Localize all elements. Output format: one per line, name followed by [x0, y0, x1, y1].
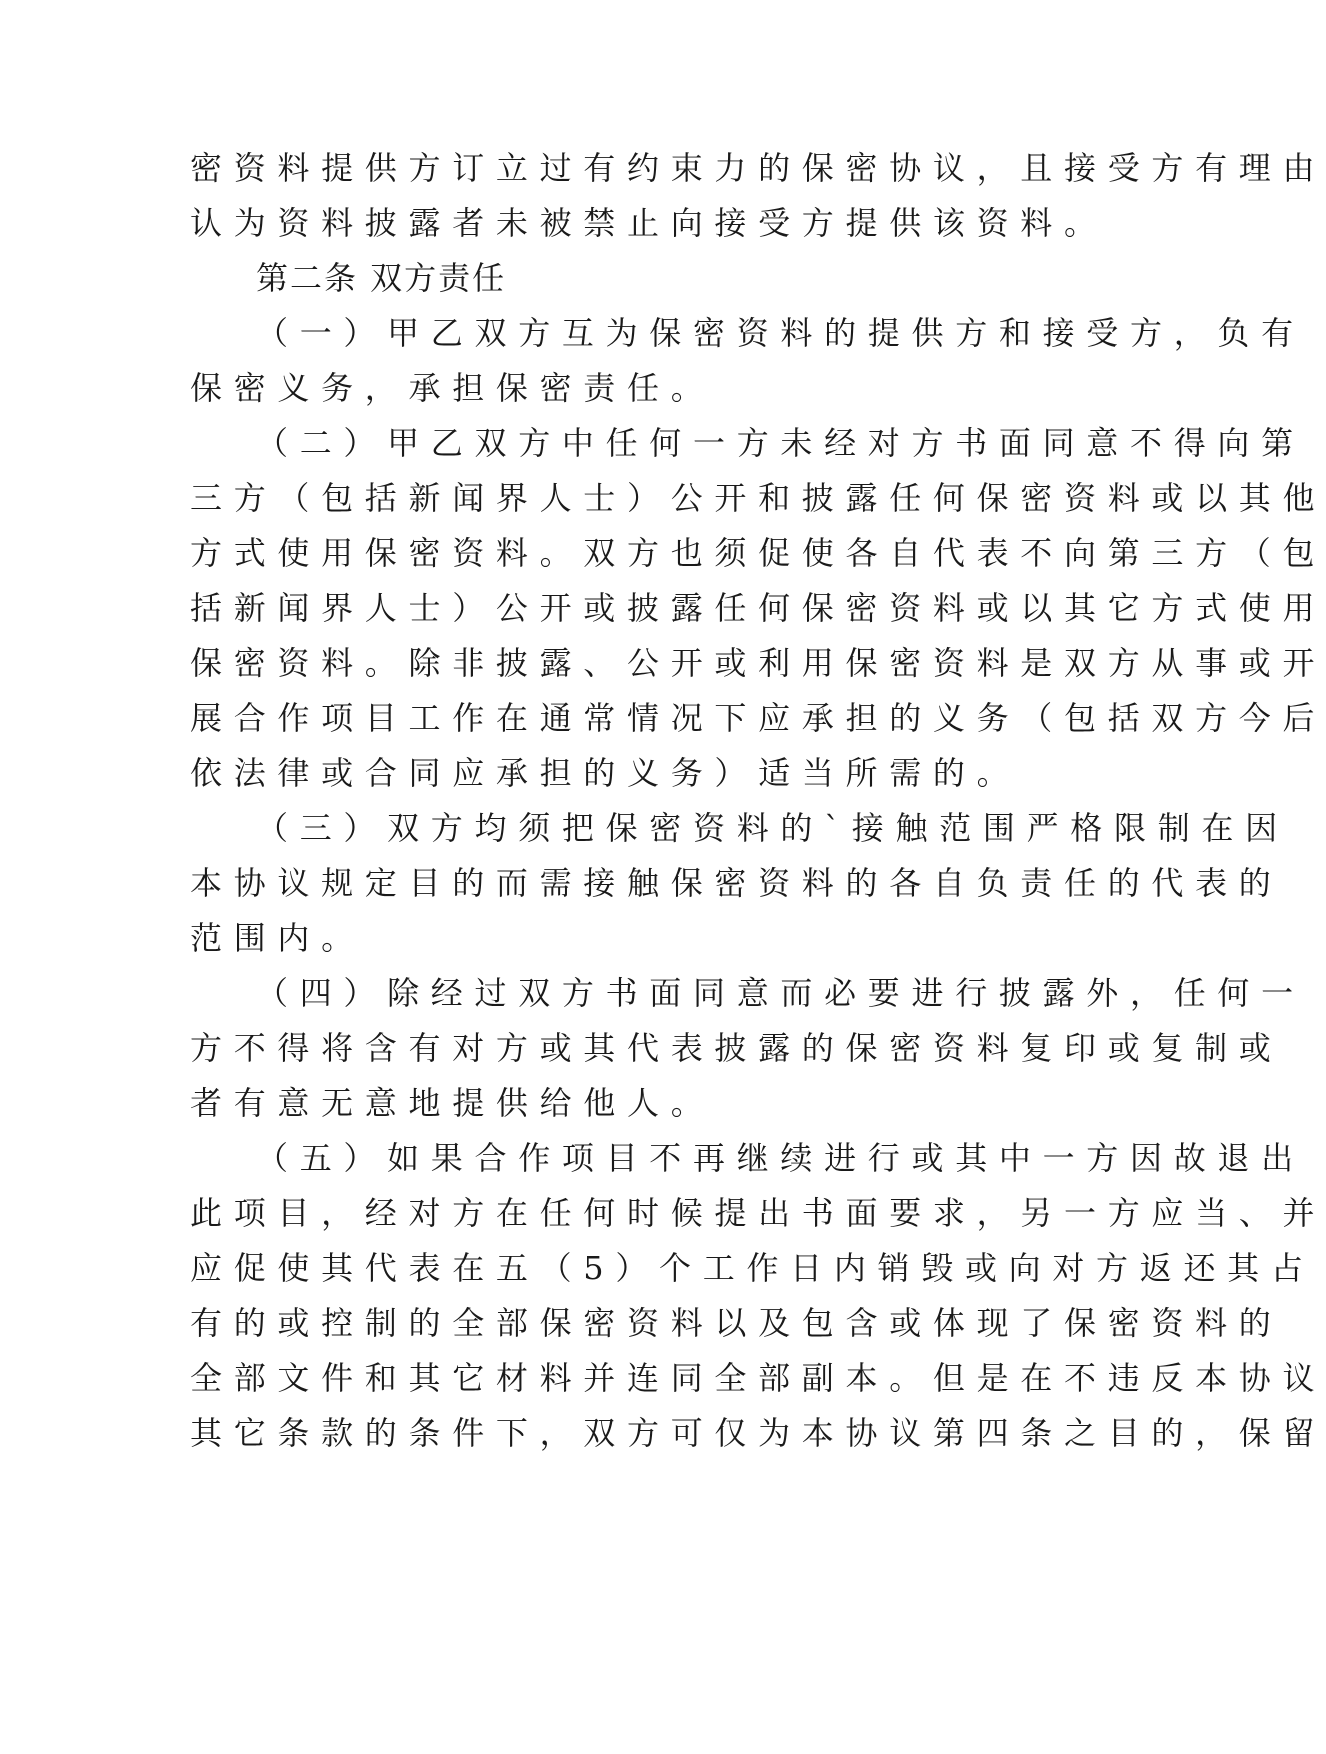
text-line: 展合作项目工作在通常情况下应承担的义务（包括双方今后	[190, 699, 1326, 737]
text-line: 其它条款的条件下，双方可仅为本协议第四条之目的，保留	[190, 1414, 1326, 1452]
text-line: （一）甲乙双方互为保密资料的提供方和接受方，负有	[256, 314, 1305, 352]
text-line: 方不得将含有对方或其代表披露的保密资料复印或复制或	[190, 1029, 1283, 1067]
text-line: 全部文件和其它材料并连同全部副本。但是在不违反本协议	[190, 1359, 1326, 1397]
text-line: 范围内。	[190, 919, 365, 957]
text-line: 括新闻界人士）公开或披露任何保密资料或以其它方式使用	[190, 589, 1326, 627]
text-line: （三）双方均须把保密资料的`接触范围严格限制在因	[256, 809, 1289, 847]
text-line: （五）如果合作项目不再继续进行或其中一方因故退出	[256, 1139, 1305, 1177]
text-line: 三方（包括新闻界人士）公开和披露任何保密资料或以其他	[190, 479, 1326, 517]
text-line: 方式使用保密资料。双方也须促使各自代表不向第三方（包	[190, 534, 1326, 572]
text-line: 保密资料。除非披露、公开或利用保密资料是双方从事或开	[190, 644, 1326, 682]
text-line: 应促使其代表在五（5）个工作日内销毁或向对方返还其占	[190, 1249, 1315, 1287]
text-line: 此项目，经对方在任何时候提出书面要求，另一方应当、并	[190, 1194, 1326, 1232]
text-line: （二）甲乙双方中任何一方未经对方书面同意不得向第	[256, 424, 1305, 462]
text-line: 保密义务，承担保密责任。	[190, 369, 715, 407]
text-line: （四）除经过双方书面同意而必要进行披露外，任何一	[256, 974, 1305, 1012]
text-line: 依法律或合同应承担的义务）适当所需的。	[190, 754, 1021, 792]
section-heading: 第二条 双方责任	[256, 259, 507, 297]
text-line: 本协议规定目的而需接触保密资料的各自负责任的代表的	[190, 864, 1283, 902]
text-line: 认为资料披露者未被禁止向接受方提供该资料。	[190, 204, 1108, 242]
text-line: 密资料提供方订立过有约束力的保密协议，且接受方有理由	[190, 149, 1326, 187]
text-line: 有的或控制的全部保密资料以及包含或体现了保密资料的	[190, 1304, 1283, 1342]
text-line: 者有意无意地提供给他人。	[190, 1084, 715, 1122]
